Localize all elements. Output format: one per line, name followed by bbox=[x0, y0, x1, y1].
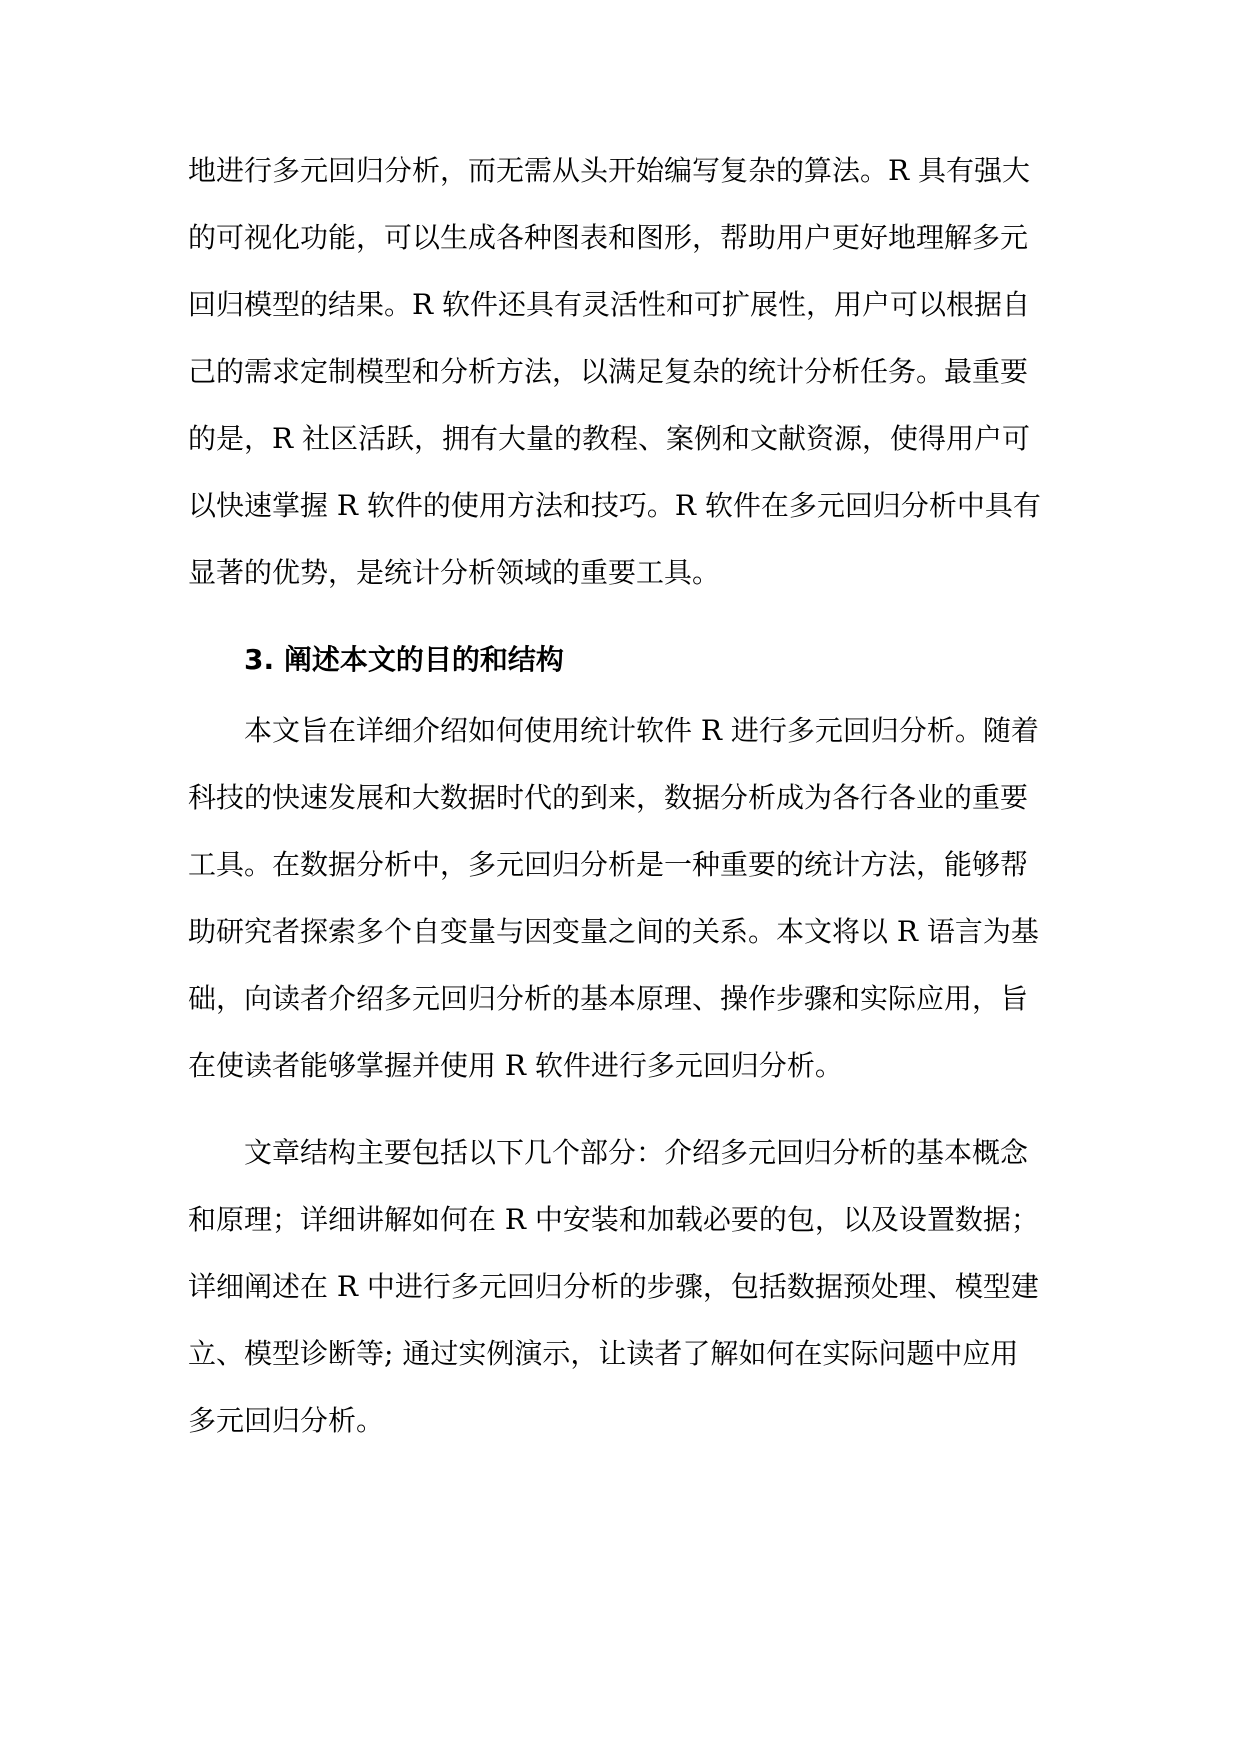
paragraph-line: 的可视化功能，可以生成各种图表和图形，帮助用户更好地理解多元 bbox=[188, 221, 1029, 254]
paragraph-line: 显著的优势，是统计分析领域的重要工具。 bbox=[188, 556, 721, 589]
paragraph-line: 多元回归分析。 bbox=[188, 1404, 385, 1437]
paragraph-line: 和原理；详细讲解如何在 R 中安装和加载必要的包，以及设置数据； bbox=[188, 1203, 1039, 1236]
paragraph-line: 己的需求定制模型和分析方法，以满足复杂的统计分析任务。最重要 bbox=[188, 355, 1029, 388]
paragraph-line: 回归模型的结果。R 软件还具有灵活性和可扩展性，用户可以根据自 bbox=[188, 288, 1030, 321]
paragraph-line: 文章结构主要包括以下几个部分：介绍多元回归分析的基本概念 bbox=[244, 1136, 1029, 1169]
paragraph-line: 工具。在数据分析中，多元回归分析是一种重要的统计方法，能够帮 bbox=[188, 848, 1029, 881]
paragraph-line: 的是，R 社区活跃，拥有大量的教程、案例和文献资源，使得用户可 bbox=[188, 422, 1030, 455]
paragraph-line: 础，向读者介绍多元回归分析的基本原理、操作步骤和实际应用，旨 bbox=[188, 982, 1029, 1015]
paragraph-line: 以快速掌握 R 软件的使用方法和技巧。R 软件在多元回归分析中具有 bbox=[188, 489, 1041, 522]
section-heading: 3. 阐述本文的目的和结构 bbox=[244, 643, 564, 676]
paragraph-line: 科技的快速发展和大数据时代的到来，数据分析成为各行各业的重要 bbox=[188, 781, 1029, 814]
paragraph-line: 在使读者能够掌握并使用 R 软件进行多元回归分析。 bbox=[188, 1049, 843, 1082]
paragraph-line: 助研究者探索多个自变量与因变量之间的关系。本文将以 R 语言为基 bbox=[188, 915, 1039, 948]
paragraph-line: 本文旨在详细介绍如何使用统计软件 R 进行多元回归分析。随着 bbox=[244, 714, 1039, 747]
paragraph-line: 地进行多元回归分析，而无需从头开始编写复杂的算法。R 具有强大 bbox=[188, 154, 1030, 187]
paragraph-line: 立、模型诊断等; 通过实例演示，让读者了解如何在实际问题中应用 bbox=[188, 1337, 1019, 1370]
paragraph-line: 详细阐述在 R 中进行多元回归分析的步骤，包括数据预处理、模型建 bbox=[188, 1270, 1039, 1303]
